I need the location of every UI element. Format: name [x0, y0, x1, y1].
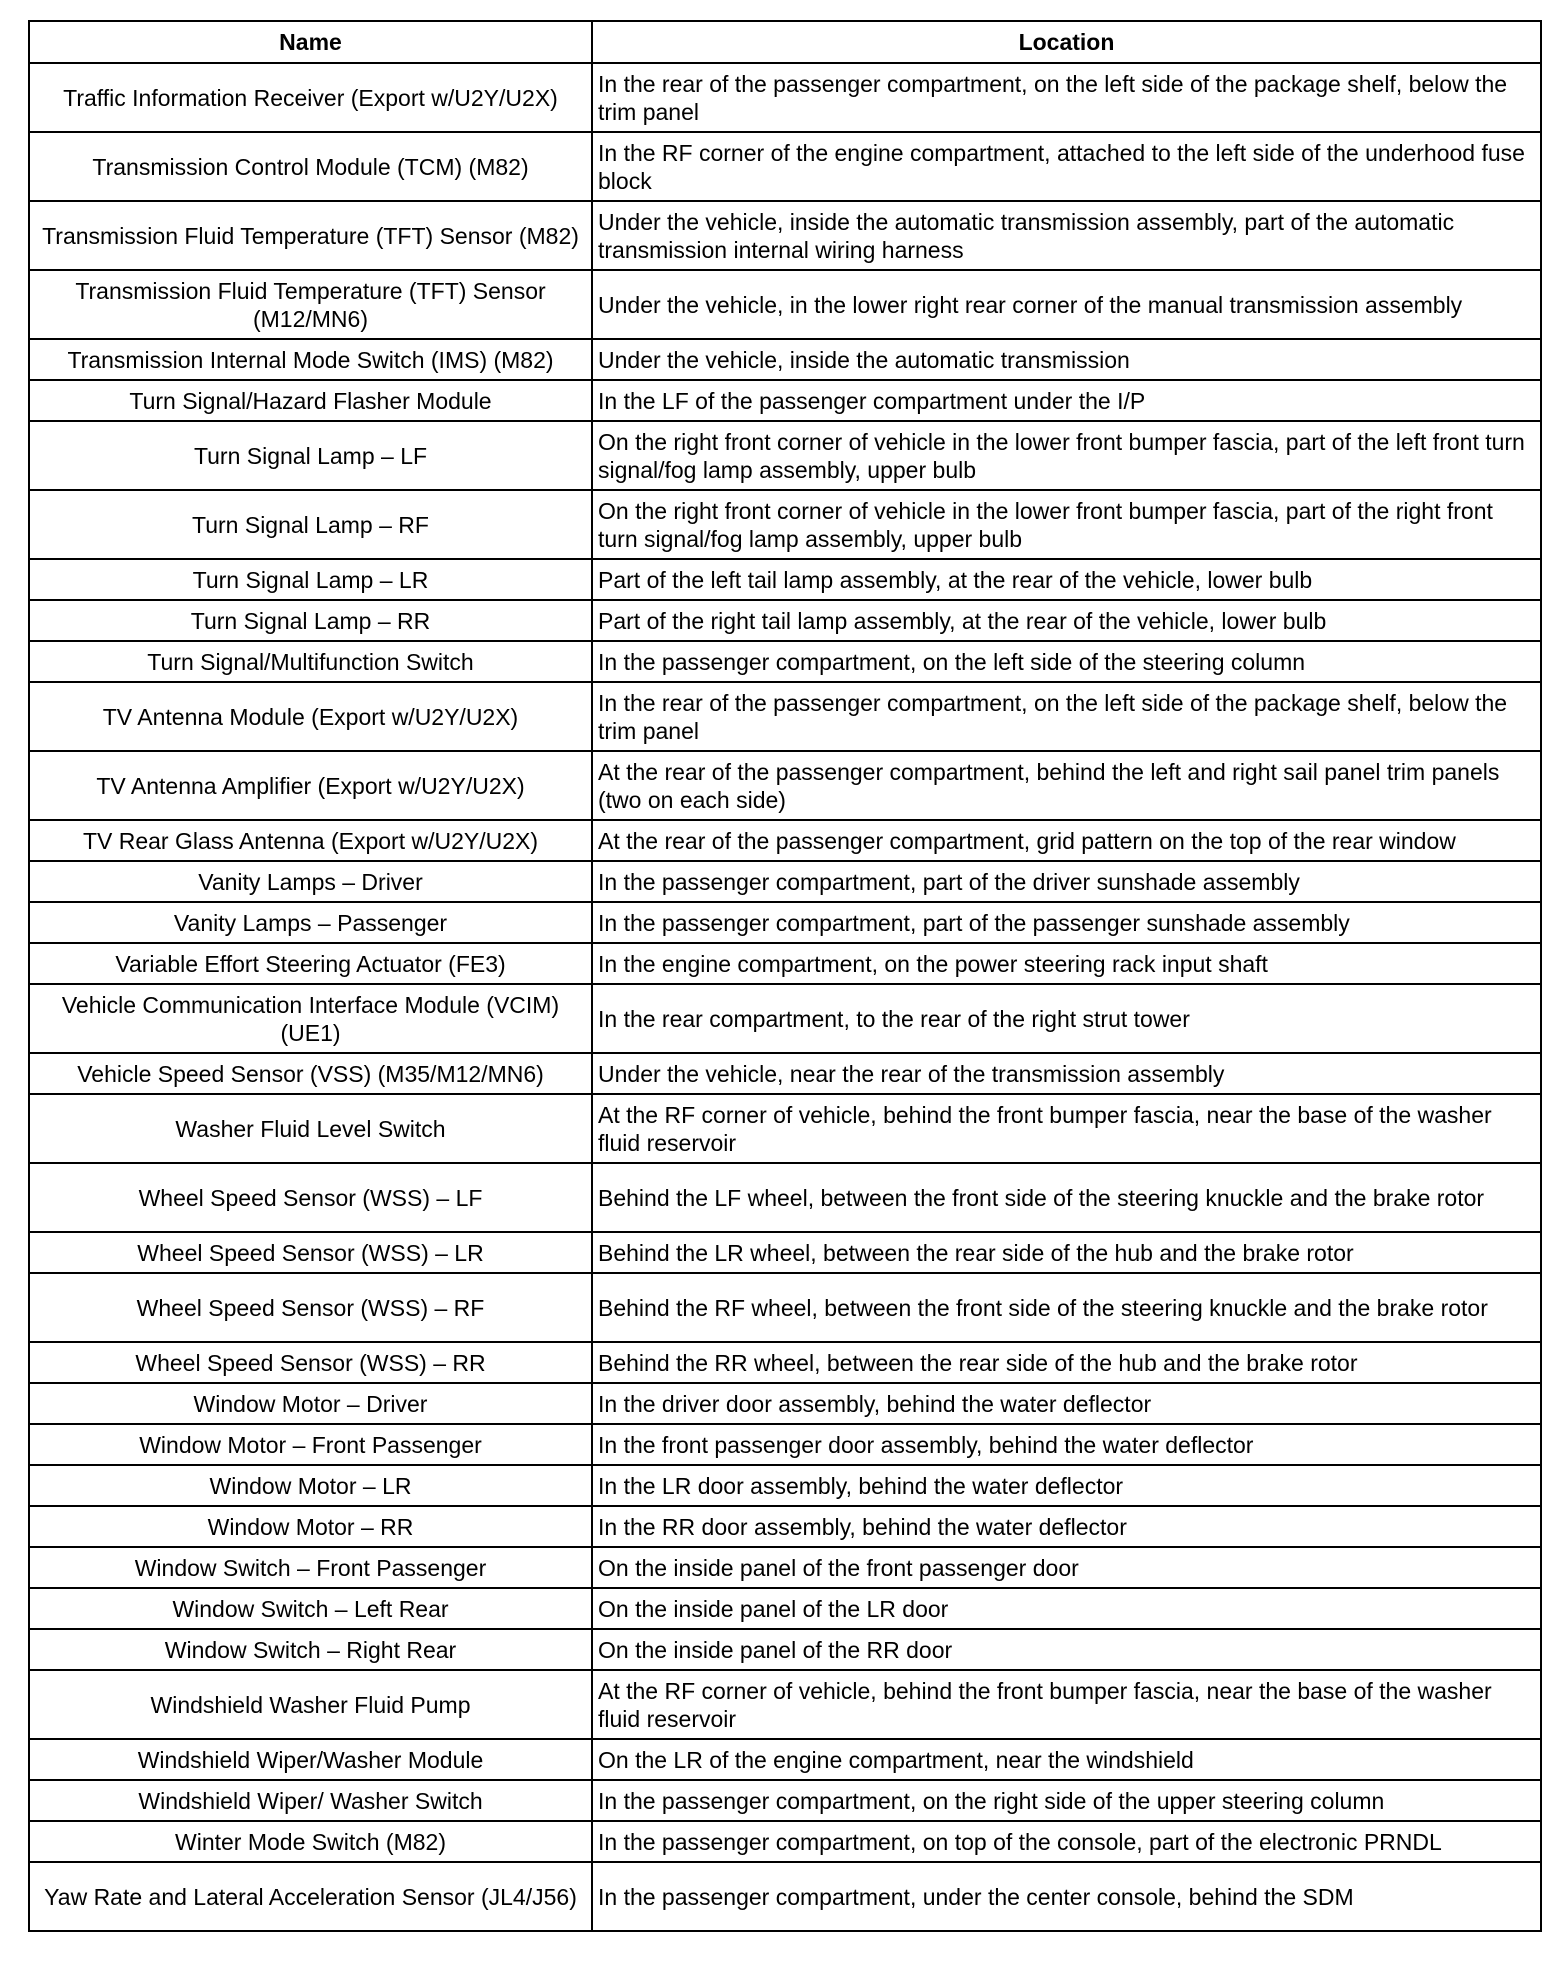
component-location-cell: In the engine compartment, on the power steering rack input shaft	[592, 943, 1541, 984]
table-row	[29, 1629, 1541, 1670]
component-name-cell: Traffic Information Receiver (Export w/U2Y/U2X)	[29, 63, 592, 132]
table-row	[29, 641, 1541, 682]
table-header-row	[29, 21, 1541, 63]
table-row	[29, 1094, 1541, 1163]
component-name-cell: Windshield Wiper/ Washer Switch	[29, 1780, 592, 1821]
component-location-cell: In the passenger compartment, under the center console, behind the SDM	[592, 1862, 1541, 1931]
component-location-cell: At the rear of the passenger compartment, grid pattern on the top of the rear window	[592, 820, 1541, 861]
table-row	[29, 1424, 1541, 1465]
component-location-cell: At the RF corner of vehicle, behind the front bumper fascia, near the base of the washer fluid reservoir	[592, 1670, 1541, 1739]
component-location-cell: Behind the RF wheel, between the front side of the steering knuckle and the brake rotor	[592, 1273, 1541, 1342]
component-name-cell: Window Switch – Front Passenger	[29, 1547, 592, 1588]
component-location-cell: In the passenger compartment, on top of the console, part of the electronic PRNDL	[592, 1821, 1541, 1862]
component-name-cell: Washer Fluid Level Switch	[29, 1094, 592, 1163]
table-row	[29, 201, 1541, 270]
component-location-cell: In the LF of the passenger compartment under the I/P	[592, 380, 1541, 421]
component-name-cell: Turn Signal Lamp – LR	[29, 559, 592, 600]
component-name-cell: TV Antenna Module (Export w/U2Y/U2X)	[29, 682, 592, 751]
table-row	[29, 380, 1541, 421]
table-row	[29, 984, 1541, 1053]
table-row	[29, 1232, 1541, 1273]
component-location-table	[28, 20, 1542, 1932]
component-location-cell: Under the vehicle, near the rear of the transmission assembly	[592, 1053, 1541, 1094]
table-row	[29, 1465, 1541, 1506]
component-location-cell: In the driver door assembly, behind the water deflector	[592, 1383, 1541, 1424]
component-location-cell: In the RR door assembly, behind the water deflector	[592, 1506, 1541, 1547]
component-name-cell: Transmission Control Module (TCM) (M82)	[29, 132, 592, 201]
component-name-cell: Window Switch – Right Rear	[29, 1629, 592, 1670]
component-name-cell: Transmission Fluid Temperature (TFT) Sensor (M12/MN6)	[29, 270, 592, 339]
component-location-cell: Part of the left tail lamp assembly, at the rear of the vehicle, lower bulb	[592, 559, 1541, 600]
component-location-cell: On the right front corner of vehicle in the lower front bumper fascia, part of the left front turn signal/fog lamp assembly, upper bulb	[592, 421, 1541, 490]
component-location-cell: On the right front corner of vehicle in the lower front bumper fascia, part of the right front turn signal/fog lamp assembly, upper bulb	[592, 490, 1541, 559]
component-location-cell: Part of the right tail lamp assembly, at the rear of the vehicle, lower bulb	[592, 600, 1541, 641]
component-location-cell: On the inside panel of the RR door	[592, 1629, 1541, 1670]
component-name-cell: Wheel Speed Sensor (WSS) – RR	[29, 1342, 592, 1383]
component-location-table-wrapper	[28, 20, 1540, 1932]
component-name-cell: Vanity Lamps – Driver	[29, 861, 592, 902]
table-row	[29, 1383, 1541, 1424]
component-location-cell: On the inside panel of the LR door	[592, 1588, 1541, 1629]
component-name-cell: Window Motor – RR	[29, 1506, 592, 1547]
table-row	[29, 559, 1541, 600]
component-location-cell: Behind the LF wheel, between the front side of the steering knuckle and the brake rotor	[592, 1163, 1541, 1232]
component-name-cell: Vehicle Speed Sensor (VSS) (M35/M12/MN6)	[29, 1053, 592, 1094]
table-row	[29, 1862, 1541, 1931]
table-row	[29, 1821, 1541, 1862]
table-body	[29, 63, 1541, 1931]
table-row	[29, 132, 1541, 201]
component-name-cell: Window Motor – Driver	[29, 1383, 592, 1424]
table-row	[29, 1780, 1541, 1821]
component-name-cell: Windshield Washer Fluid Pump	[29, 1670, 592, 1739]
component-name-cell: Variable Effort Steering Actuator (FE3)	[29, 943, 592, 984]
table-row	[29, 1547, 1541, 1588]
component-location-cell: In the passenger compartment, on the left side of the steering column	[592, 641, 1541, 682]
table-row	[29, 751, 1541, 820]
table-row	[29, 1053, 1541, 1094]
table-row	[29, 1670, 1541, 1739]
component-location-cell: Under the vehicle, inside the automatic transmission assembly, part of the automatic transmission internal wiring harness	[592, 201, 1541, 270]
component-name-cell: Vanity Lamps – Passenger	[29, 902, 592, 943]
table-row	[29, 902, 1541, 943]
component-name-cell: Turn Signal Lamp – RF	[29, 490, 592, 559]
component-name-cell: Wheel Speed Sensor (WSS) – RF	[29, 1273, 592, 1342]
table-row	[29, 682, 1541, 751]
component-location-cell: In the LR door assembly, behind the water deflector	[592, 1465, 1541, 1506]
table-row	[29, 63, 1541, 132]
component-location-cell: In the RF corner of the engine compartment, attached to the left side of the underhood fuse block	[592, 132, 1541, 201]
table-row	[29, 1506, 1541, 1547]
component-location-cell: Behind the LR wheel, between the rear side of the hub and the brake rotor	[592, 1232, 1541, 1273]
component-name-cell: Wheel Speed Sensor (WSS) – LR	[29, 1232, 592, 1273]
component-name-cell: Turn Signal/Hazard Flasher Module	[29, 380, 592, 421]
table-row	[29, 1588, 1541, 1629]
table-row	[29, 1163, 1541, 1232]
table-row	[29, 490, 1541, 559]
component-location-cell: On the LR of the engine compartment, near the windshield	[592, 1739, 1541, 1780]
component-name-cell: Window Motor – LR	[29, 1465, 592, 1506]
component-location-cell: In the rear of the passenger compartment, on the left side of the package shelf, below the trim panel	[592, 63, 1541, 132]
table-row	[29, 861, 1541, 902]
table-row	[29, 270, 1541, 339]
table-row	[29, 1273, 1541, 1342]
component-location-cell: Under the vehicle, in the lower right rear corner of the manual transmission assembly	[592, 270, 1541, 339]
component-location-cell: In the rear of the passenger compartment, on the left side of the package shelf, below the trim panel	[592, 682, 1541, 751]
component-name-cell: TV Rear Glass Antenna (Export w/U2Y/U2X)	[29, 820, 592, 861]
table-row	[29, 943, 1541, 984]
component-name-cell: Yaw Rate and Lateral Acceleration Sensor (JL4/J56)	[29, 1862, 592, 1931]
component-location-cell: At the RF corner of vehicle, behind the front bumper fascia, near the base of the washer fluid reservoir	[592, 1094, 1541, 1163]
component-location-cell: In the front passenger door assembly, behind the water deflector	[592, 1424, 1541, 1465]
component-name-cell: Turn Signal/Multifunction Switch	[29, 641, 592, 682]
component-location-cell: In the passenger compartment, part of the passenger sunshade assembly	[592, 902, 1541, 943]
component-location-cell: At the rear of the passenger compartment, behind the left and right sail panel trim panels (two on each side)	[592, 751, 1541, 820]
component-name-cell: Winter Mode Switch (M82)	[29, 1821, 592, 1862]
component-location-cell: Under the vehicle, inside the automatic transmission	[592, 339, 1541, 380]
table-row	[29, 421, 1541, 490]
column-header-location: Location	[592, 21, 1541, 63]
table-row	[29, 1342, 1541, 1383]
component-name-cell: Turn Signal Lamp – RR	[29, 600, 592, 641]
component-name-cell: Windshield Wiper/Washer Module	[29, 1739, 592, 1780]
table-row	[29, 339, 1541, 380]
table-row	[29, 600, 1541, 641]
component-name-cell: Wheel Speed Sensor (WSS) – LF	[29, 1163, 592, 1232]
component-location-cell: In the passenger compartment, on the right side of the upper steering column	[592, 1780, 1541, 1821]
component-name-cell: Transmission Internal Mode Switch (IMS) (M82)	[29, 339, 592, 380]
component-location-cell: On the inside panel of the front passenger door	[592, 1547, 1541, 1588]
table-row	[29, 820, 1541, 861]
component-name-cell: TV Antenna Amplifier (Export w/U2Y/U2X)	[29, 751, 592, 820]
component-name-cell: Window Motor – Front Passenger	[29, 1424, 592, 1465]
component-name-cell: Window Switch – Left Rear	[29, 1588, 592, 1629]
column-header-name: Name	[29, 21, 592, 63]
component-location-cell: In the passenger compartment, part of the driver sunshade assembly	[592, 861, 1541, 902]
component-name-cell: Vehicle Communication Interface Module (VCIM) (UE1)	[29, 984, 592, 1053]
component-name-cell: Turn Signal Lamp – LF	[29, 421, 592, 490]
component-location-cell: In the rear compartment, to the rear of the right strut tower	[592, 984, 1541, 1053]
table-row	[29, 1739, 1541, 1780]
component-location-cell: Behind the RR wheel, between the rear side of the hub and the brake rotor	[592, 1342, 1541, 1383]
component-name-cell: Transmission Fluid Temperature (TFT) Sensor (M82)	[29, 201, 592, 270]
